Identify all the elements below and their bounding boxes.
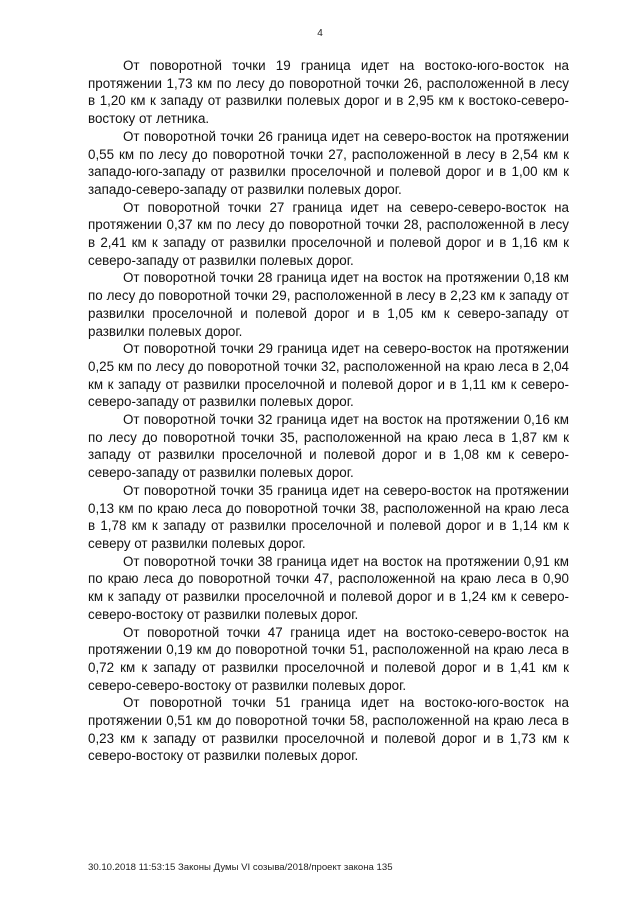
paragraph: От поворотной точки 19 граница идет на востоко-юго-восток на протяжении 1,73 км по лесу до поворотной точки 26, расположенной в лесу в 1,20 км к западу от развилки полевых дорог и в 2,95 км к востоко-северо-востоку от летника.	[88, 58, 569, 127]
paragraph: От поворотной точки 29 граница идет на северо-восток на протяжении 0,25 км по лесу до поворотной точки 32, расположенной на краю леса в 2,04 км к западу от развилки проселочной и полевой дорог и в 1,11 км к северо-северо-западу от развилки полевых дорог.	[88, 341, 569, 410]
paragraph: От поворотной точки 27 граница идет на северо-северо-восток на протяжении 0,37 км по лесу до поворотной точки 28, расположенной в лесу в 2,41 км к западу от развилки проселочной и полевой дорог и в 1,16 км к северо-западу от развилки полевых дорог.	[88, 199, 569, 268]
footer-file-info: 30.10.2018 11:53:15 Законы Думы VI созыва/2018/проект закона 135	[88, 862, 393, 873]
page-number: 4	[317, 28, 323, 39]
paragraph: От поворотной точки 38 граница идет на восток на протяжении 0,91 км по краю леса до поворотной точки 47, расположенной на краю леса в 0,90 км к западу от развилки проселочной и полевой дорог и в 1,24 км к северо-северо-востоку от развилки полевых дорог.	[88, 553, 569, 622]
paragraph: От поворотной точки 51 граница идет на востоко-юго-восток на протяжении 0,51 км до поворотной точки 58, расположенной на краю леса в 0,23 км к западу от развилки проселочной и полевой дорог и в 1,73 км к северо-востоку от развилки полевых дорог.	[88, 695, 569, 764]
paragraph: От поворотной точки 47 граница идет на востоко-северо-восток на протяжении 0,19 км до поворотной точки 51, расположенной на краю леса в 0,72 км к западу от развилки проселочной и полевой дорог и в 1,41 км к северо-северо-востоку от развилки полевых дорог.	[88, 624, 569, 693]
paragraph: От поворотной точки 28 граница идет на восток на протяжении 0,18 км по лесу до поворотной точки 29, расположенной в лесу в 2,23 км к западу от развилки проселочной и полевой дорог и в 1,05 км к северо-западу от развилки полевых дорог.	[88, 270, 569, 339]
paragraph: От поворотной точки 32 граница идет на восток на протяжении 0,16 км по лесу до поворотной точки 35, расположенной на краю леса в 1,87 км к западу от развилки проселочной и полевой дорог и в 1,08 км к северо-северо-западу от развилки полевых дорог.	[88, 412, 569, 481]
document-body	[88, 57, 569, 765]
paragraph: От поворотной точки 35 граница идет на северо-восток на протяжении 0,13 км по краю леса до поворотной точки 38, расположенной на краю леса в 1,78 км к западу от развилки проселочной и полевой дорог и в 1,14 км к северу от развилки полевых дорог.	[88, 482, 569, 551]
paragraph: От поворотной точки 26 граница идет на северо-восток на протяжении 0,55 км по лесу до поворотной точки 27, расположенной в лесу в 2,54 км к западо-юго-западу от развилки проселочной и полевой дорог и в 1,00 км к западо-северо-западу от развилки полевых дорог.	[88, 128, 569, 197]
